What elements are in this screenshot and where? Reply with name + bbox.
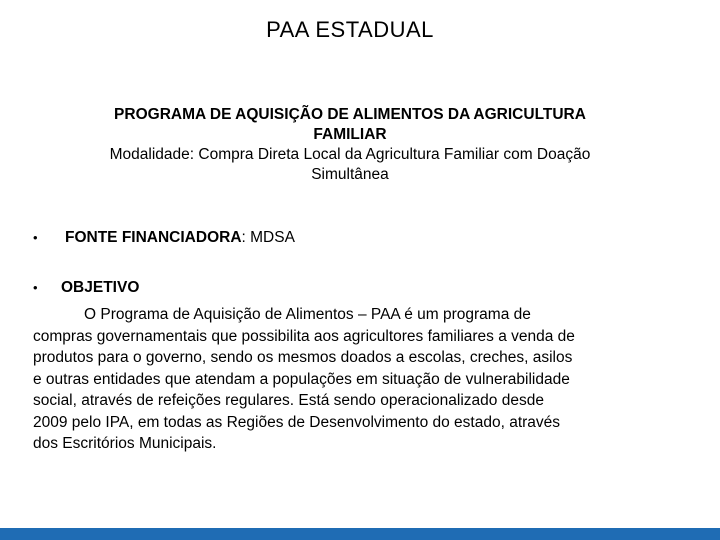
fonte-value: : MDSA bbox=[241, 229, 295, 246]
paragraph-line: produtos para o governo, sendo os mesmos doados a escolas, creches, asilos bbox=[33, 349, 573, 366]
program-name-line-2: FAMILIAR bbox=[313, 126, 387, 143]
paragraph-line: 2009 pelo IPA, em todas as Regiões de Desenvolvimento do estado, através bbox=[33, 413, 561, 431]
paragraph-line: O Programa de Aquisição de Alimentos – PAA é um programa de bbox=[84, 306, 531, 323]
program-block bbox=[60, 105, 640, 185]
footer-bar bbox=[0, 528, 720, 540]
slide-title: PAA ESTADUAL bbox=[266, 17, 434, 42]
modality-line-1: Modalidade: Compra Direta Local da Agricultura Familiar com Doação bbox=[109, 146, 591, 163]
objetivo-paragraph bbox=[33, 304, 673, 455]
bullet-icon: • bbox=[33, 280, 38, 295]
paragraph-line: e outras entidades que atendam a populações em situação de vulnerabilidade bbox=[33, 370, 570, 388]
objetivo-label: OBJETIVO bbox=[61, 279, 140, 296]
paragraph-line: social, através de refeições regulares. Está sendo operacionalizado desde bbox=[33, 392, 544, 409]
paragraph-line: dos Escritórios Municipais. bbox=[33, 435, 217, 452]
fonte-text bbox=[65, 228, 295, 248]
bullet-icon: • bbox=[33, 230, 38, 245]
modality-line-2: Simultânea bbox=[311, 166, 389, 183]
fonte-label: FONTE FINANCIADORA bbox=[65, 229, 242, 246]
paragraph-line: compras governamentais que possibilita aos agricultores familiares a venda de bbox=[33, 327, 575, 345]
program-name-line-1: PROGRAMA DE AQUISIÇÃO DE ALIMENTOS DA AGRICULTURA bbox=[114, 106, 586, 123]
